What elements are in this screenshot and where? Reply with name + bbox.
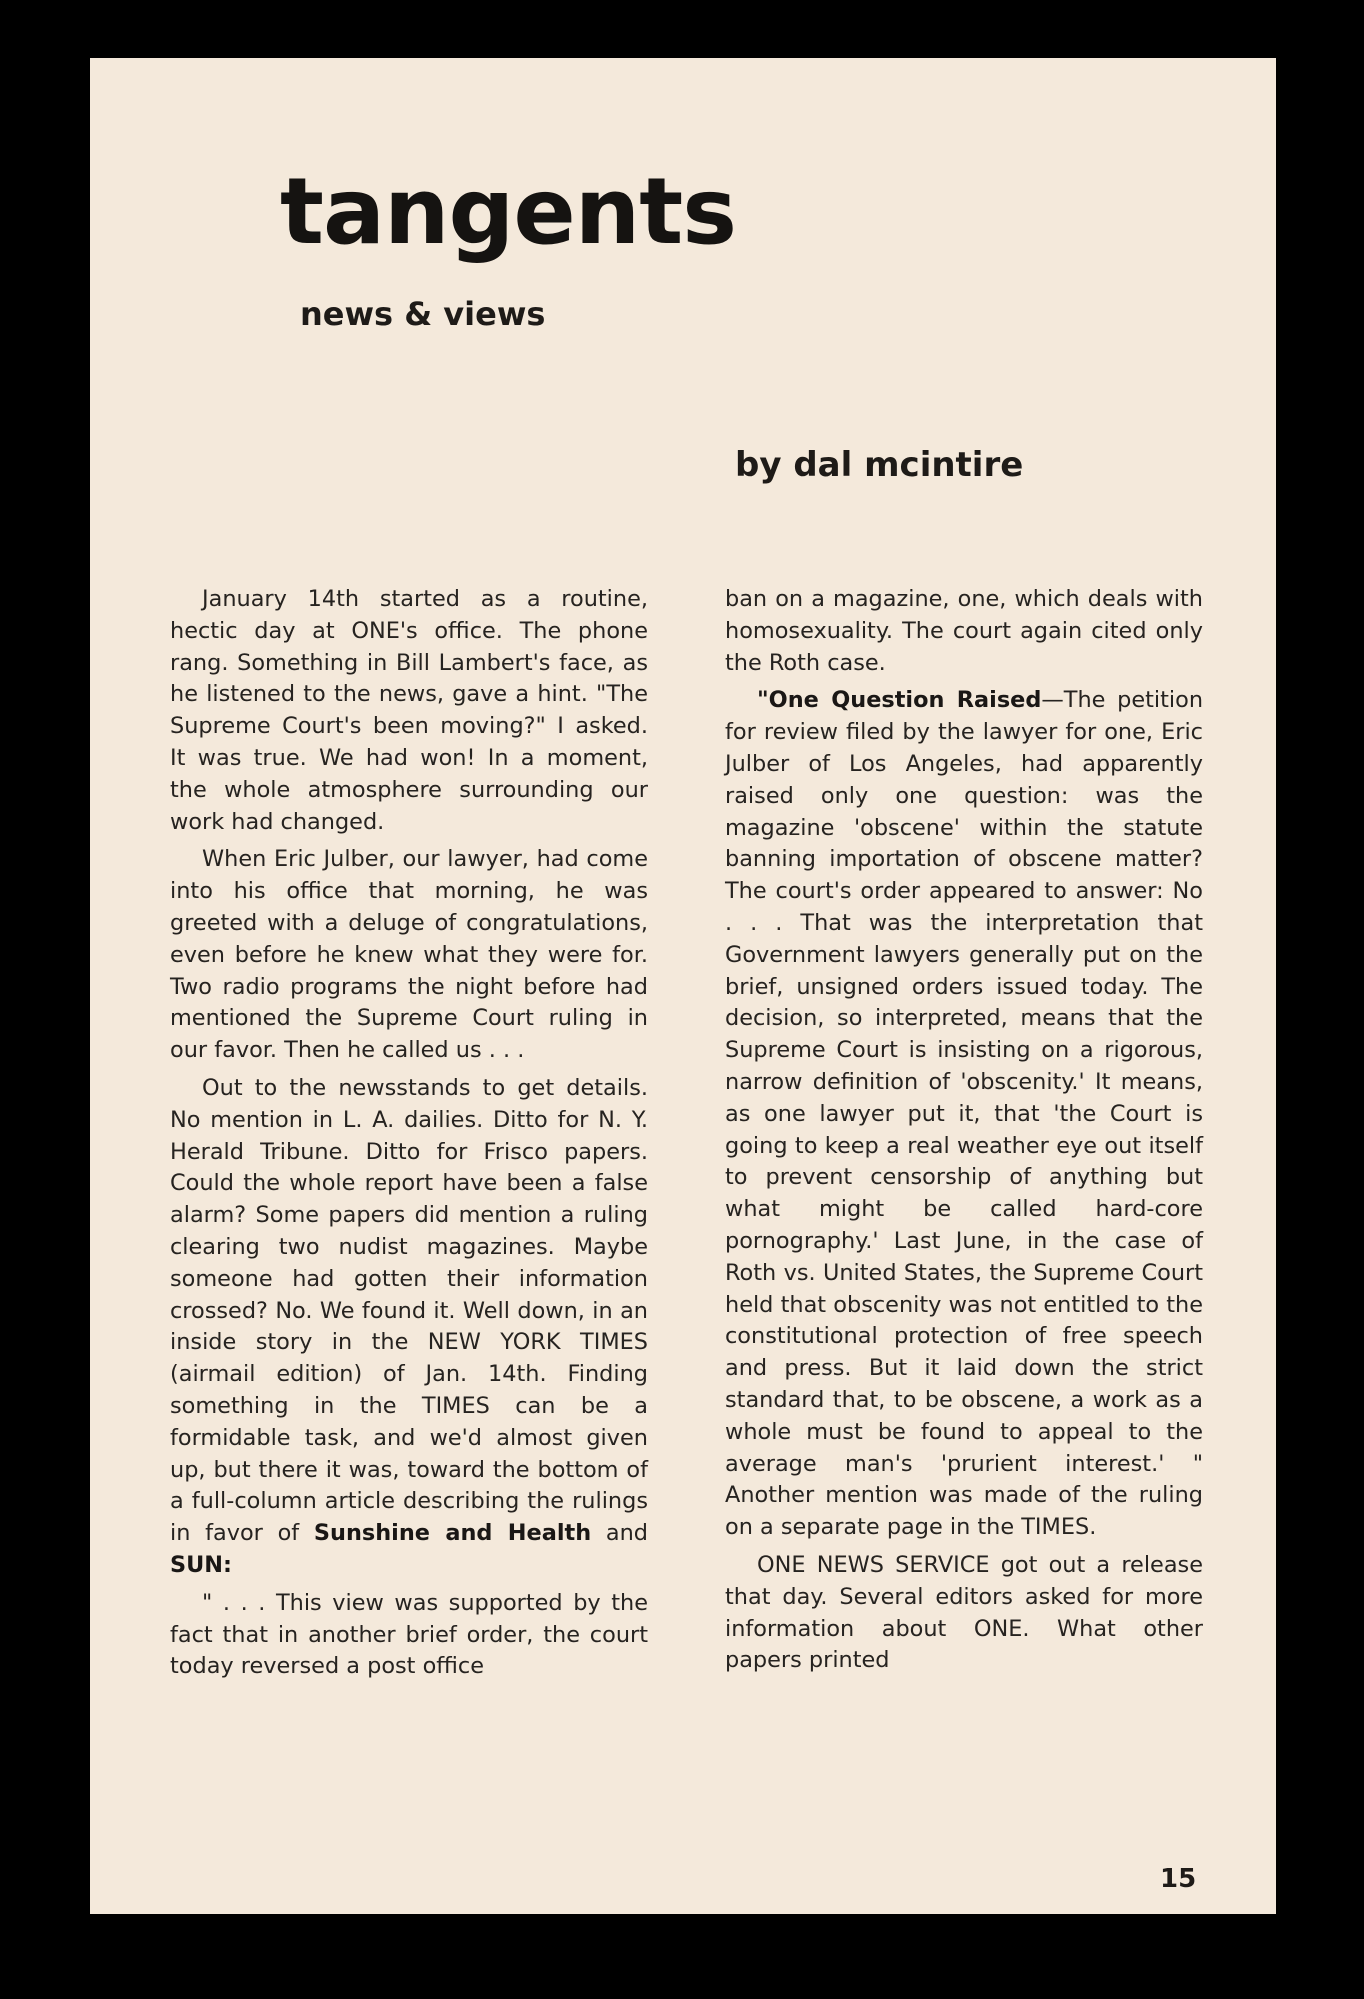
paragraph: January 14th started as a routine, hectic day at ONE's office. The phone rang. Something in Bill Lambert's face, as he listened to the news, gave a hint. "The Supreme Court's been moving?" I asked. It was true. We had won! In a moment, the whole atmosphere surrounding our work had changed. xyxy=(170,586,648,835)
column-title: tangents xyxy=(280,158,737,265)
conjunction: and xyxy=(605,1520,649,1547)
paragraph-text: —The petition for review filed by the lawyer for one, Eric Julber of Los Angeles, had apparently raised only one question: was the magazine 'obscene' within the statute banning importation of obscene matter? The court's order appeared to answer: No . . . That was the interpretation that Government lawyers generally put on the brief, unsigned orders issued today. The decision, so interpreted, means that the Supreme Court is insisting on a rigorous, narrow definition of 'obscenity.' It means, as one lawyer put it, that 'the Court is going to keep a real weather eye out itself to prevent censorship of anything but what might be called hard-core pornography.' Last June, in the case of Roth vs. United States, the Supreme Court held that obscenity was not entitled to the constitutional protection of free speech and press. But it laid down the strict standard that, to be obscene, a work as a whole must be found to appeal to the average man's 'prurient interest.' " Another mention was made of the ruling on a separate page in the TIMES. xyxy=(725,687,1204,1541)
paragraph: When Eric Julber, our lawyer, had come into his office that morning, he was greeted with a deluge of congratulations, even before he knew what they were for. Two radio programs the night before had mentioned the Supreme Court ruling in our favor. Then he called us . . . xyxy=(170,846,648,1064)
quote-paragraph: " . . . This view was supported by the fact that in another brief order, the court today reversed a post office xyxy=(170,1589,648,1680)
magazine-title-sun: SUN: xyxy=(170,1551,233,1578)
page-number: 15 xyxy=(1160,1864,1197,1894)
magazine-page xyxy=(90,58,1276,1914)
paragraph xyxy=(725,685,1203,1544)
paragraph: ONE NEWS SERVICE got out a release that day. Several editors asked for more information about ONE. What other papers printed xyxy=(725,1551,1203,1674)
paragraph: ban on a magazine, one, which deals with homosexuality. The court again cited only the Roth case. xyxy=(725,586,1203,676)
section-heading: "One Question Raised xyxy=(757,687,1042,714)
paragraph xyxy=(170,1073,648,1582)
column-subtitle: news & views xyxy=(300,295,546,333)
byline: by dal mcintire xyxy=(735,445,1024,485)
article-column-left xyxy=(170,584,648,1689)
paragraph-text: Out to the newsstands to get details. No mention in L. A. dailies. Ditto for N. Y. Herald Tribune. Ditto for Frisco papers. Could the whole report have been a false alarm? Some papers did mention a ruling clearing two nudist magazines. Maybe someone had gotten their information crossed? No. We found it. Well down, in an inside story in the NEW YORK TIMES (airmail edition) of Jan. 14th. Finding something in the TIMES can be a formidable task, and we'd almost given up, but there it was, toward the bottom of a full-column article describing the rulings in favor of xyxy=(170,1074,648,1547)
magazine-title-sunshine: Sunshine and Health xyxy=(313,1520,592,1547)
article-column-right xyxy=(725,584,1203,1683)
